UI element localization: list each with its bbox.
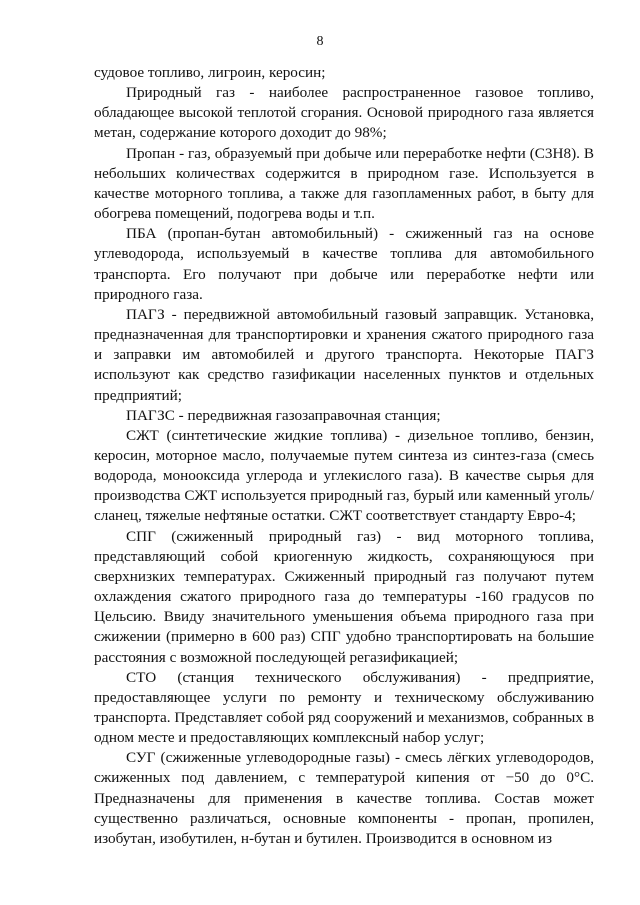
paragraph-sug: СУГ (сжиженные углеводородные газы) - смесь лёгких углеводородов, сжиженных под давлением, с температурой кипения от −50 до 0°C. Предназначены для применения в качестве топлива. Состав может существенно различаться, основные компоненты - пропан, пропилен, изобутан, изобутилен, н-бутан и бутилен. Производится в основном из xyxy=(94,749,594,847)
paragraph-natural-gas: Природный газ - наиболее распространенное газовое топливо, обладающее высокой теплотой сгорания. Основой природного газа является метан, содержание которого доходит до 98%; xyxy=(94,84,594,142)
paragraph-pba: ПБА (пропан-бутан автомобильный) - сжиженный газ на основе углеводорода, используемый в качестве топлива для автомобильного транспорта. Его получают при добыче или переработке нефти или природного газа. xyxy=(94,225,594,303)
paragraph-pagz: ПАГЗ - передвижной автомобильный газовый заправщик. Установка, предназначенная для транспортировки и хранения сжатого природного газа и заправки им автомобилей и другого транспорта. Некоторые ПАГЗ используют как средство газификации населенных пунктов и отдельных предприятий; xyxy=(94,305,594,404)
paragraph-spg: СПГ (сжиженный природный газ) - вид моторного топлива, представляющий собой криогенную жидкость, сохраняющуюся при сверхнизких температурах. Сжиженный природный газ получают путем охлаждения сжатого природного газа до температуры -160 градусов по Цельсию. Ввиду значительного уменьшения объема природного газа при сжижении (примерно в 600 раз) СПГ удобно транспортировать на большие расстояния с возможной последующей регазификацией; xyxy=(94,527,594,666)
paragraph-szht: СЖТ (синтетические жидкие топлива) - дизельное топливо, бензин, керосин, моторное масло, получаемые путем синтеза из синтез-газа (смесь водорода, монооксида углерода и углекислого газа). В качестве сырья для производства СЖТ используется природный газ, бурый или каменный уголь/сланец, тяжелые нефтяные остатки. СЖТ соответствует стандарту Евро-4; xyxy=(94,426,594,525)
paragraph-pagzs: ПАГЗС - передвижная газозаправочная станция; xyxy=(126,406,441,424)
paragraph-sto: СТО (станция технического обслуживания) - предприятие, предоставляющее услуги по ремонту и техническому обслуживанию транспорта. Представляет собой ряд сооружений и механизмов, собранных в одном месте и предоставляющих комплексный набор услуг; xyxy=(94,668,594,747)
page-number: 8 xyxy=(316,34,324,49)
document-body xyxy=(94,63,594,849)
paragraph-propane: Пропан - газ, образуемый при добыче или переработке нефти (C3H8). В небольших количествах содержится в природном газе. Используется в качестве моторного топлива, а также для газопламенных работ, в быту для обогрева помещений, подогрева воды и т.п. xyxy=(94,144,594,223)
paragraph-fuel-list-continuation: судовое топливо, лигроин, керосин; xyxy=(94,64,326,81)
